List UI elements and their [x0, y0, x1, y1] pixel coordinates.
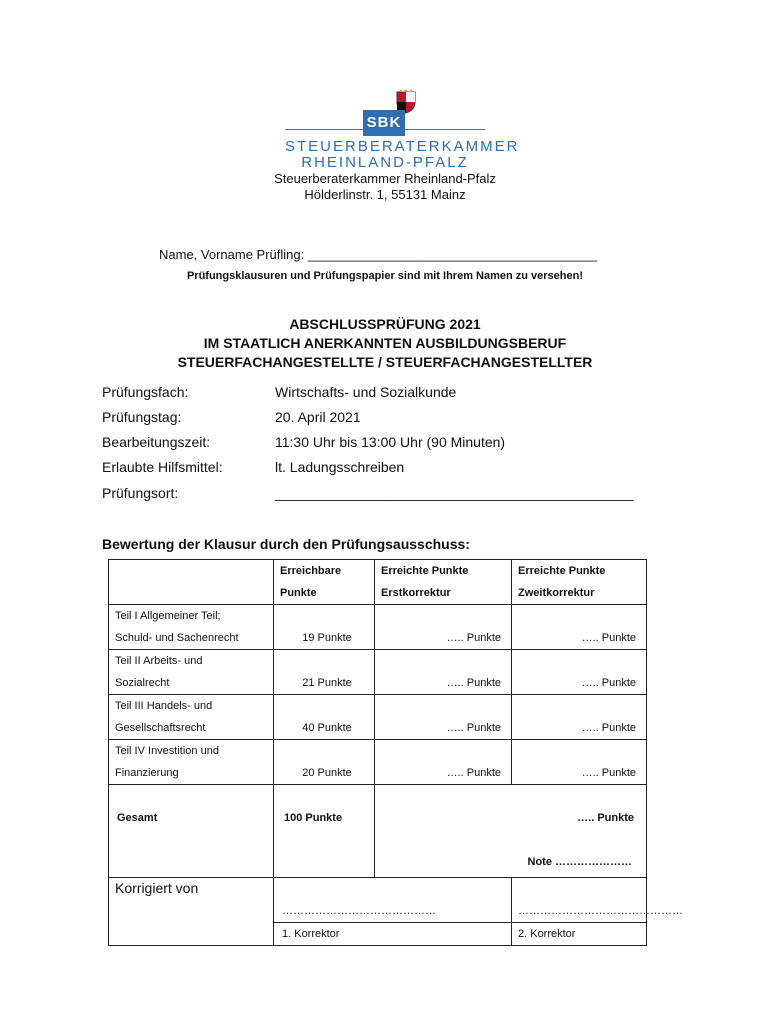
- corrector1-signature-cell[interactable]: [274, 878, 512, 946]
- first-correction-cell[interactable]: [375, 695, 512, 740]
- header-line: Erreichte Punkte: [518, 565, 606, 577]
- detail-value-2: 11:30 Uhr bis 13:00 Uhr (90 Minuten): [275, 434, 506, 450]
- exam-title: [0, 315, 770, 372]
- header-line: Erreichbare: [280, 565, 342, 577]
- corrected-by-label: Korrigiert von: [115, 880, 199, 896]
- table-row: [109, 695, 647, 740]
- total-label: Gesamt: [117, 812, 158, 824]
- corrector1-sign-line: ……………………………………: [282, 905, 436, 917]
- section-title-line: Teil II Arbeits- und: [115, 655, 203, 667]
- section-title-line: Sozialrecht: [115, 677, 170, 689]
- name-notice: Prüfungsklausuren und Prüfungspapier sind mit Ihrem Namen zu versehen!: [186, 270, 584, 282]
- first-correction-points: ….. Punkte: [446, 677, 501, 689]
- section-title-cell: [109, 740, 274, 785]
- max-points-cell: [274, 695, 375, 740]
- corrector2-signature-cell[interactable]: [512, 878, 683, 946]
- exam-location-field[interactable]: ______________________________________________: [275, 485, 634, 501]
- header-line: Erstkorrektur: [381, 587, 451, 599]
- title-line2: IM STAATLICH ANERKANNTEN AUSBILDUNGSBERUF: [203, 335, 567, 351]
- second-correction-points: ….. Punkte: [581, 722, 636, 734]
- evaluation-table: [108, 559, 683, 946]
- second-correction-cell[interactable]: [512, 605, 647, 650]
- detail-value-1: 20. April 2021: [275, 409, 361, 425]
- logo-rule-left: [285, 129, 363, 130]
- total-points: 100 Punkte: [284, 812, 343, 824]
- evaluation-heading: Bewertung der Klausur durch den Prüfungsausschuss:: [102, 536, 470, 552]
- detail-value-0: Wirtschafts- und Sozialkunde: [275, 384, 457, 400]
- total-points-cell: [274, 785, 375, 878]
- table-header-row: [109, 560, 647, 605]
- second-correction-points: ….. Punkte: [581, 767, 636, 779]
- max-points: 19 Punkte: [302, 632, 352, 644]
- header-line: Erreichte Punkte: [381, 565, 469, 577]
- first-correction-points: ….. Punkte: [446, 767, 501, 779]
- second-correction-cell[interactable]: [512, 740, 647, 785]
- address-block: [0, 171, 770, 203]
- detail-label-3: Erlaubte Hilfsmittel:: [102, 459, 223, 475]
- detail-label-2: Bearbeitungszeit:: [102, 434, 211, 450]
- table-row: [109, 740, 647, 785]
- max-points: 20 Punkte: [302, 767, 352, 779]
- header-empty-cell: [109, 560, 274, 605]
- logo-abbr: SBK: [363, 110, 405, 136]
- section-title-cell: [109, 650, 274, 695]
- header-cell: [375, 560, 512, 605]
- max-points: 40 Punkte: [302, 722, 352, 734]
- second-correction-cell[interactable]: [512, 650, 647, 695]
- corrected-by-cell: [109, 878, 274, 946]
- logo-line1: STEUERBERATERKAMMER: [285, 138, 520, 155]
- name-field-label: Name, Vorname Prüfling: ________________________________________: [159, 247, 598, 262]
- header-cell: [512, 560, 647, 605]
- signature-row: [109, 878, 647, 946]
- title-line1: ABSCHLUSSPRÜFUNG 2021: [289, 316, 481, 332]
- first-correction-points: ….. Punkte: [446, 722, 501, 734]
- section-title-cell: [109, 605, 274, 650]
- detail-label-4: Prüfungsort:: [102, 485, 179, 501]
- corrector2-sign-line: ………………………………………: [518, 905, 683, 917]
- detail-value-3: lt. Ladungsschreiben: [275, 459, 405, 475]
- section-title-cell: [109, 695, 274, 740]
- corrector1-label: 1. Korrektor: [282, 928, 340, 940]
- total-label-cell: [109, 785, 274, 878]
- logo-rule-right: [405, 129, 485, 130]
- address-line2: Hölderlinstr. 1, 55131 Mainz: [304, 187, 466, 202]
- title-line3: STEUERFACHANGESTELLTE / STEUERFACHANGESTELLTER: [177, 354, 593, 370]
- header-line: Zweitkorrektur: [518, 587, 595, 599]
- table-row: [109, 650, 647, 695]
- detail-label-0: Prüfungsfach:: [102, 384, 189, 400]
- total-achieved-cell[interactable]: [375, 785, 647, 878]
- corrector2-label: 2. Korrektor: [518, 928, 576, 940]
- max-points-cell: [274, 605, 375, 650]
- first-correction-cell[interactable]: [375, 605, 512, 650]
- detail-label-1: Prüfungstag:: [102, 409, 182, 425]
- section-title-line: Schuld- und Sachenrecht: [115, 632, 239, 644]
- total-row: [109, 785, 647, 878]
- table-row: [109, 605, 647, 650]
- first-correction-cell[interactable]: [375, 740, 512, 785]
- grade-field: Note …………………: [527, 856, 632, 868]
- first-correction-points: ….. Punkte: [446, 632, 501, 644]
- address-line1: Steuerberaterkammer Rheinland-Pfalz: [274, 171, 496, 186]
- second-correction-cell[interactable]: [512, 695, 647, 740]
- second-correction-points: ….. Punkte: [581, 677, 636, 689]
- chamber-logo: [285, 88, 520, 171]
- header-cell: [274, 560, 375, 605]
- section-title-line: Teil I Allgemeiner Teil;: [115, 610, 221, 622]
- max-points-cell: [274, 740, 375, 785]
- max-points: 21 Punkte: [302, 677, 352, 689]
- total-achieved: ….. Punkte: [577, 812, 634, 824]
- section-title-line: Teil III Handels- und: [115, 700, 213, 712]
- max-points-cell: [274, 650, 375, 695]
- first-correction-cell[interactable]: [375, 650, 512, 695]
- section-title-line: Gesellschaftsrecht: [115, 722, 206, 734]
- section-title-line: Finanzierung: [115, 767, 179, 779]
- logo-line2: RHEINLAND-PFALZ: [301, 154, 469, 171]
- second-correction-points: ….. Punkte: [581, 632, 636, 644]
- header-line: Punkte: [280, 587, 317, 599]
- section-title-line: Teil IV Investition und: [115, 745, 219, 757]
